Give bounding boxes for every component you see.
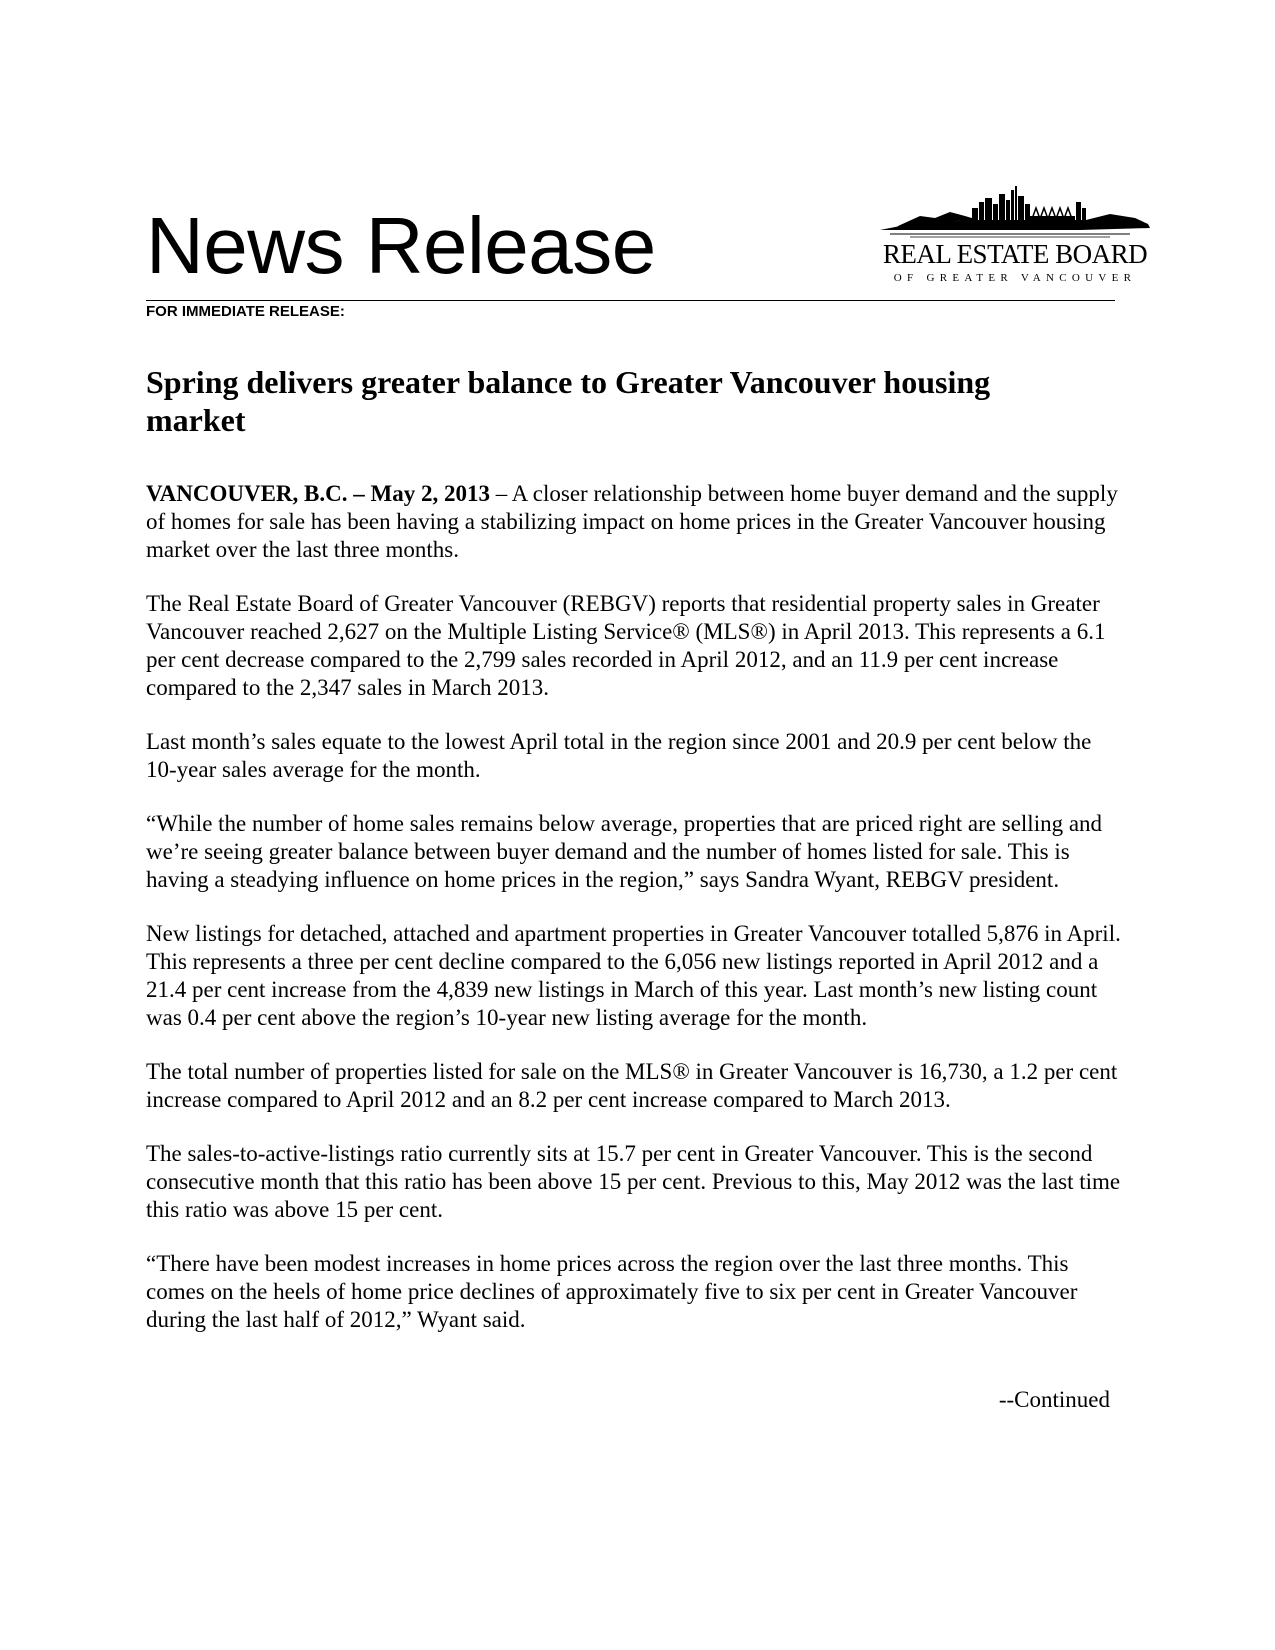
paragraph-sales-ratio: The sales-to-active-listings ratio currently sits at 15.7 per cent in Greater Vancouver. This is the second consecutive month that this ratio has been above 15 per cent. Previous to this, May 2012 was the last time this ratio was above 15 per cent.: [146, 1141, 1121, 1222]
header-divider: [146, 300, 1115, 301]
logo-wordmark: REAL ESTATE BOARD: [882, 239, 1148, 269]
paragraph-lead: [146, 480, 1121, 564]
rebgv-logo: [880, 186, 1150, 286]
paragraph-president-quote: “While the number of home sales remains below average, properties that are priced right are selling and we’re seeing greater balance between buyer demand and the number of homes listed for sale. This is having a steadying influence on home prices in the region,” says Sandra Wyant, REBGV president.: [146, 811, 1103, 892]
headline: Spring delivers greater balance to Greater Vancouver housing market: [146, 364, 991, 438]
paragraph-price-quote: “There have been modest increases in home prices across the region over the last three months. This comes on the heels of home price declines of approximately five to six per cent in Greater Vancouver during the last half of 2012,” Wyant said.: [146, 1251, 1078, 1332]
paragraph-total-listings: The total number of properties listed for sale on the MLS® in Greater Vancouver is 16,730, a 1.2 per cent increase compared to April 2012 and an 8.2 per cent increase compared to March 2013.: [146, 1059, 1118, 1112]
continued-label: --Continued: [998, 1387, 1110, 1412]
release-label: FOR IMMEDIATE RELEASE:: [146, 303, 345, 320]
paragraph-sales-average: Last month’s sales equate to the lowest April total in the region since 2001 and 20.9 per cent below the 10-year sales average for the month.: [146, 729, 1092, 782]
paragraph-sales: The Real Estate Board of Greater Vancouver (REBGV) reports that residential property sales in Greater Vancouver reached 2,627 on the Multiple Listing Service® (MLS®) in April 2013. This represents a 6.1 per cent decrease compared to the 2,799 sales recorded in April 2012, and an 11.9 per cent increase compared to the 2,347 sales in March 2013.: [146, 591, 1106, 700]
lead-text: – A closer relationship between home buyer demand and the supply of homes for sale has been having a stabilizing impact on home prices in the Greater Vancouver housing market over the last three months.: [146, 481, 1118, 562]
article-body: [146, 480, 1121, 1360]
dateline: VANCOUVER, B.C. – May 2, 2013: [146, 481, 490, 506]
paragraph-new-listings: New listings for detached, attached and apartment properties in Greater Vancouver totalled 5,876 in April. This represents a three per cent decline compared to the 6,056 new listings reported in April 2012 and a 21.4 per cent increase from the 4,839 new listings in March of this year. Last month’s new listing count was 0.4 per cent above the region’s 10-year new listing average for the month.: [146, 921, 1121, 1030]
logo-subtitle: OF GREATER VANCOUVER: [893, 272, 1137, 284]
page-title: News Release: [146, 201, 656, 290]
city-skyline-icon: [880, 186, 1150, 242]
